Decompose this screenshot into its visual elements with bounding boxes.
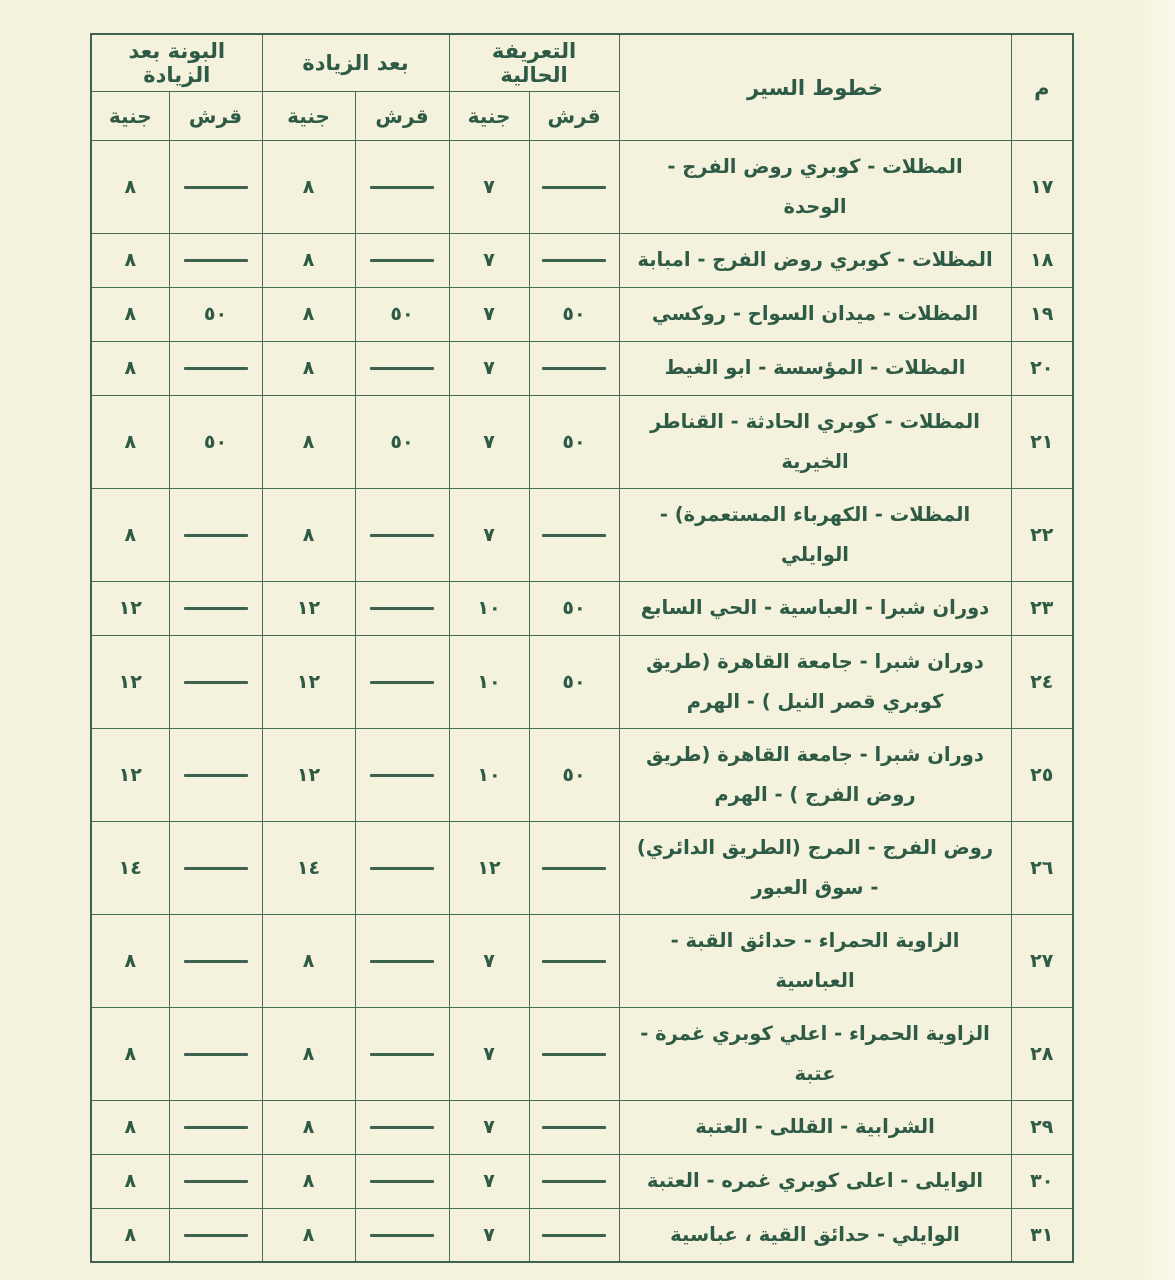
cell-current-qirsh (529, 1154, 619, 1208)
route-name: المظلات - كوبري روض الفرج - امبابة (619, 233, 1011, 287)
blank-dash-line (184, 607, 248, 610)
cell-current-qirsh: ٥٠ (529, 581, 619, 635)
cell-current-qirsh (529, 1100, 619, 1154)
table-row (91, 728, 1073, 821)
blank-dash-line (370, 367, 434, 370)
cell-increase-qirsh: ٥٠ (355, 395, 449, 488)
blank-dash-line (370, 1053, 434, 1056)
subheader-coupon-qirsh: قرش (169, 92, 262, 141)
route-name: روض الفرج - المرج (الطريق الدائري) - سوق العبور (619, 821, 1011, 914)
cell-increase-qirsh (355, 1007, 449, 1100)
table-row (91, 821, 1073, 914)
cell-increase-geneih: ٨ (262, 1100, 355, 1154)
cell-increase-geneih: ٨ (262, 141, 355, 234)
cell-increase-qirsh (355, 141, 449, 234)
cell-current-geneih: ٧ (449, 1154, 529, 1208)
header-number-column: م (1011, 34, 1073, 141)
cell-coupon-qirsh (169, 141, 262, 234)
cell-increase-qirsh (355, 728, 449, 821)
row-number: ٢٤ (1011, 635, 1073, 728)
cell-current-qirsh (529, 1208, 619, 1262)
cell-coupon-qirsh (169, 1154, 262, 1208)
blank-dash-line (542, 367, 606, 370)
blank-dash-line (184, 259, 248, 262)
cell-current-qirsh: ٥٠ (529, 635, 619, 728)
cell-increase-geneih: ٨ (262, 488, 355, 581)
route-name: دوران شبرا - جامعة القاهرة (طريق كوبري قصر النيل ) - الهرم (619, 635, 1011, 728)
cell-increase-geneih: ١٤ (262, 821, 355, 914)
cell-current-qirsh: ٥٠ (529, 395, 619, 488)
cell-current-geneih: ٧ (449, 488, 529, 581)
blank-dash-line (370, 960, 434, 963)
cell-current-geneih: ٧ (449, 341, 529, 395)
cell-current-geneih: ٧ (449, 233, 529, 287)
cell-increase-geneih: ١٢ (262, 728, 355, 821)
blank-dash-line (184, 774, 248, 777)
blank-dash-line (184, 1053, 248, 1056)
blank-dash-line (184, 867, 248, 870)
subheader-increase-geneih: جنية (262, 92, 355, 141)
header-coupon-after-increase: البونة بعد الزيادة (91, 34, 262, 92)
cell-coupon-geneih: ٨ (91, 488, 169, 581)
cell-coupon-geneih: ٨ (91, 914, 169, 1007)
blank-dash-line (370, 607, 434, 610)
cell-current-geneih: ١٢ (449, 821, 529, 914)
cell-coupon-geneih: ٨ (91, 1208, 169, 1262)
route-name: الزاوية الحمراء - حدائق القبة - العباسية (619, 914, 1011, 1007)
blank-dash-line (184, 367, 248, 370)
table-row (91, 914, 1073, 1007)
cell-increase-qirsh (355, 488, 449, 581)
cell-coupon-geneih: ٨ (91, 233, 169, 287)
cell-current-geneih: ١٠ (449, 581, 529, 635)
route-name: المظلات - كوبري الحادثة - القناطر الخيرية (619, 395, 1011, 488)
cell-increase-qirsh: ٥٠ (355, 287, 449, 341)
header-route-lines: خطوط السير (619, 34, 1011, 141)
cell-coupon-geneih: ٨ (91, 1154, 169, 1208)
header-after-increase: بعد الزيادة (262, 34, 449, 92)
cell-increase-geneih: ٨ (262, 1154, 355, 1208)
cell-increase-qirsh (355, 635, 449, 728)
cell-current-geneih: ٧ (449, 914, 529, 1007)
blank-dash-line (370, 1234, 434, 1237)
row-number: ١٧ (1011, 141, 1073, 234)
cell-increase-geneih: ٨ (262, 1007, 355, 1100)
cell-coupon-geneih: ١٢ (91, 635, 169, 728)
blank-dash-line (370, 1126, 434, 1129)
row-number: ٢٥ (1011, 728, 1073, 821)
blank-dash-line (542, 1126, 606, 1129)
cell-coupon-geneih: ١٢ (91, 581, 169, 635)
cell-coupon-geneih: ٨ (91, 287, 169, 341)
row-number: ٢١ (1011, 395, 1073, 488)
cell-increase-geneih: ٨ (262, 1208, 355, 1262)
blank-dash-line (370, 681, 434, 684)
header-current-tariff: التعريفة الحالية (449, 34, 619, 92)
cell-coupon-qirsh (169, 233, 262, 287)
blank-dash-line (542, 534, 606, 537)
cell-current-geneih: ٧ (449, 1007, 529, 1100)
blank-dash-line (542, 1053, 606, 1056)
cell-increase-qirsh (355, 821, 449, 914)
blank-dash-line (542, 186, 606, 189)
cell-current-qirsh: ٥٠ (529, 287, 619, 341)
blank-dash-line (542, 1234, 606, 1237)
cell-current-geneih: ٧ (449, 141, 529, 234)
cell-coupon-qirsh (169, 914, 262, 1007)
cell-increase-qirsh (355, 581, 449, 635)
cell-increase-qirsh (355, 1100, 449, 1154)
table-row (91, 1154, 1073, 1208)
row-number: ٢٩ (1011, 1100, 1073, 1154)
cell-coupon-qirsh (169, 1208, 262, 1262)
fare-table (90, 33, 1074, 1263)
cell-coupon-qirsh (169, 488, 262, 581)
row-number: ١٩ (1011, 287, 1073, 341)
table-row (91, 1100, 1073, 1154)
table-header (91, 34, 1073, 141)
subheader-current-qirsh: قرش (529, 92, 619, 141)
cell-coupon-qirsh (169, 581, 262, 635)
table-row (91, 395, 1073, 488)
blank-dash-line (370, 186, 434, 189)
blank-dash-line (184, 534, 248, 537)
cell-coupon-geneih: ٨ (91, 141, 169, 234)
cell-current-qirsh (529, 141, 619, 234)
cell-coupon-qirsh (169, 1100, 262, 1154)
route-name: المظلات - كوبري روض الفرج - الوحدة (619, 141, 1011, 234)
blank-dash-line (542, 1180, 606, 1183)
row-number: ٢٧ (1011, 914, 1073, 1007)
cell-increase-geneih: ٨ (262, 287, 355, 341)
subheader-increase-qirsh: قرش (355, 92, 449, 141)
row-number: ٢٦ (1011, 821, 1073, 914)
blank-dash-line (370, 259, 434, 262)
cell-coupon-qirsh (169, 341, 262, 395)
cell-increase-qirsh (355, 1154, 449, 1208)
blank-dash-line (542, 259, 606, 262)
row-number: ١٨ (1011, 233, 1073, 287)
blank-dash-line (184, 186, 248, 189)
cell-current-qirsh (529, 914, 619, 1007)
cell-coupon-qirsh: ٥٠ (169, 287, 262, 341)
cell-current-geneih: ٧ (449, 395, 529, 488)
cell-current-qirsh (529, 488, 619, 581)
subheader-current-geneih: جنية (449, 92, 529, 141)
blank-dash-line (184, 960, 248, 963)
cell-increase-geneih: ٨ (262, 395, 355, 488)
cell-current-qirsh (529, 233, 619, 287)
blank-dash-line (184, 1234, 248, 1237)
blank-dash-line (370, 534, 434, 537)
route-name: الشرابية - القللى - العتبة (619, 1100, 1011, 1154)
blank-dash-line (370, 867, 434, 870)
cell-current-qirsh (529, 821, 619, 914)
cell-coupon-geneih: ٨ (91, 395, 169, 488)
cell-current-qirsh: ٥٠ (529, 728, 619, 821)
cell-coupon-qirsh (169, 1007, 262, 1100)
route-name: دوران شبرا - جامعة القاهرة (طريق روض الفرج ) - الهرم (619, 728, 1011, 821)
table-row (91, 1007, 1073, 1100)
route-name: الوايلي - حدائق القية ، عباسية (619, 1208, 1011, 1262)
row-number: ٢٠ (1011, 341, 1073, 395)
cell-coupon-geneih: ٨ (91, 341, 169, 395)
cell-coupon-qirsh: ٥٠ (169, 395, 262, 488)
cell-increase-qirsh (355, 233, 449, 287)
row-number: ٢٢ (1011, 488, 1073, 581)
route-name: المظلات - ميدان السواح - روكسي (619, 287, 1011, 341)
blank-dash-line (542, 867, 606, 870)
cell-current-qirsh (529, 1007, 619, 1100)
cell-coupon-qirsh (169, 728, 262, 821)
cell-coupon-geneih: ١٤ (91, 821, 169, 914)
cell-increase-geneih: ١٢ (262, 581, 355, 635)
subheader-coupon-geneih: جنية (91, 92, 169, 141)
table-row (91, 635, 1073, 728)
cell-current-geneih: ٧ (449, 1100, 529, 1154)
cell-coupon-geneih: ٨ (91, 1007, 169, 1100)
blank-dash-line (370, 774, 434, 777)
table-row (91, 1208, 1073, 1262)
cell-current-geneih: ٧ (449, 1208, 529, 1262)
table-row (91, 287, 1073, 341)
cell-coupon-qirsh (169, 635, 262, 728)
table-row (91, 233, 1073, 287)
table-row (91, 488, 1073, 581)
row-number: ٣٠ (1011, 1154, 1073, 1208)
cell-increase-geneih: ١٢ (262, 635, 355, 728)
table-body (91, 141, 1073, 1263)
table-row (91, 341, 1073, 395)
row-number: ٢٨ (1011, 1007, 1073, 1100)
cell-current-geneih: ٧ (449, 287, 529, 341)
blank-dash-line (184, 1180, 248, 1183)
blank-dash-line (370, 1180, 434, 1183)
cell-current-qirsh (529, 341, 619, 395)
cell-coupon-qirsh (169, 821, 262, 914)
route-name: الزاوية الحمراء - اعلي كوبري غمرة - عتبة (619, 1007, 1011, 1100)
cell-current-geneih: ١٠ (449, 635, 529, 728)
blank-dash-line (184, 681, 248, 684)
table-row (91, 581, 1073, 635)
cell-coupon-geneih: ١٢ (91, 728, 169, 821)
row-number: ٣١ (1011, 1208, 1073, 1262)
cell-increase-geneih: ٨ (262, 914, 355, 1007)
row-number: ٢٣ (1011, 581, 1073, 635)
cell-coupon-geneih: ٨ (91, 1100, 169, 1154)
route-name: المظلات - المؤسسة - ابو الغيط (619, 341, 1011, 395)
route-name: الوايلى - اعلى كوبري غمره - العتبة (619, 1154, 1011, 1208)
route-name: المظلات - الكهرباء المستعمرة) - الوايلي (619, 488, 1011, 581)
cell-increase-geneih: ٨ (262, 341, 355, 395)
blank-dash-line (542, 960, 606, 963)
cell-increase-qirsh (355, 341, 449, 395)
table-row (91, 141, 1073, 234)
cell-current-geneih: ١٠ (449, 728, 529, 821)
route-name: دوران شبرا - العباسية - الحي السابع (619, 581, 1011, 635)
cell-increase-qirsh (355, 914, 449, 1007)
blank-dash-line (184, 1126, 248, 1129)
cell-increase-qirsh (355, 1208, 449, 1262)
cell-increase-geneih: ٨ (262, 233, 355, 287)
